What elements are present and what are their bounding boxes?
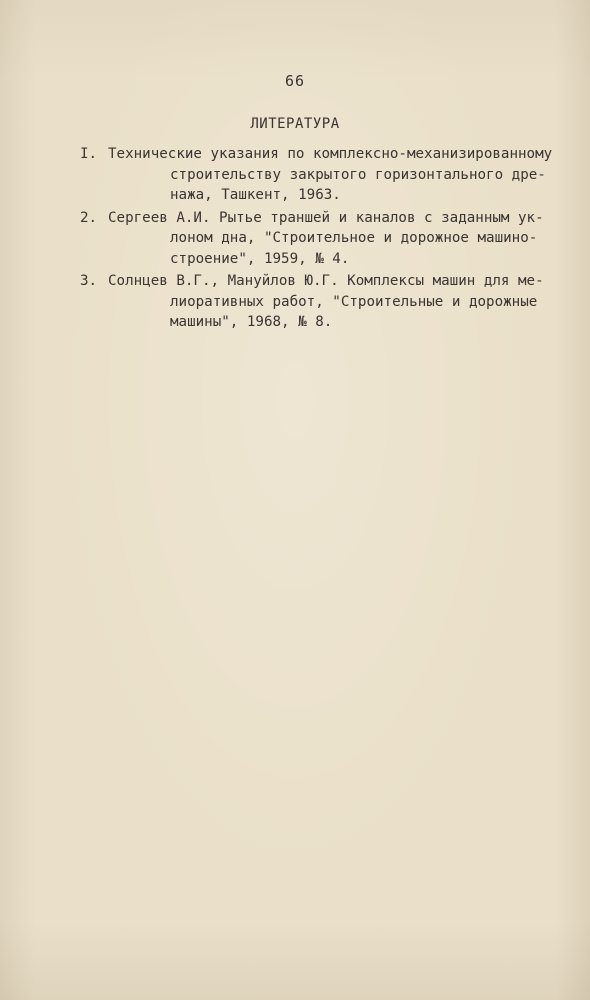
reference-list — [80, 144, 570, 335]
reference-item — [80, 208, 570, 270]
reference-line: строение", 1959, № 4. — [170, 250, 350, 267]
reference-line: Солнцев В.Г., Мануйлов Ю.Г. Комплексы машин для ме- — [108, 273, 544, 289]
reference-number: 2. — [80, 209, 98, 226]
reference-line: машины", 1968, № 8. — [170, 314, 333, 330]
reference-line: лиоративных работ, "Строительные и дорожные — [170, 293, 538, 310]
reference-line: лоном дна, "Строительное и дорожное машино- — [170, 230, 538, 246]
reference-number: 3. — [80, 273, 98, 289]
page-number: 66 — [284, 72, 306, 90]
reference-item — [80, 144, 570, 206]
reference-line: нажа, Ташкент, 1963. — [170, 187, 341, 203]
reference-item — [80, 271, 570, 333]
reference-line: Сергеев А.И. Рытье траншей и каналов с заданным ук- — [108, 209, 544, 226]
reference-number: I. — [80, 146, 98, 162]
reference-line: Технические указания по комплексно-механизированному — [108, 146, 553, 162]
section-heading: ЛИТЕРАТУРА — [250, 116, 340, 132]
reference-line: строительству закрытого горизонтального дре- — [170, 166, 546, 183]
